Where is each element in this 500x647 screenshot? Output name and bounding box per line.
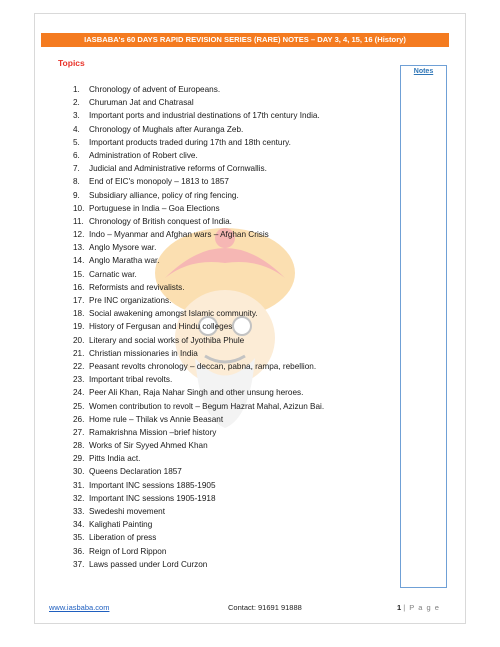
list-item: 28. Works of Sir Syyed Ahmed Khan bbox=[73, 441, 208, 451]
list-item: 23. Important tribal revolts. bbox=[73, 375, 173, 385]
list-item: 6. Administration of Robert clive. bbox=[73, 150, 198, 160]
contact-text: Contact: 91691 91888 bbox=[228, 603, 302, 612]
list-item: 35. Liberation of press bbox=[73, 533, 157, 543]
notes-label: Notes bbox=[413, 68, 434, 75]
list-item: 34. Kalighati Painting bbox=[73, 520, 153, 530]
list-item: 27. Ramakrishna Mission –brief history bbox=[73, 427, 217, 437]
notes-box bbox=[400, 65, 447, 588]
list-item: 33. Swedeshi movement bbox=[73, 507, 165, 516]
list-item: 36. Reign of Lord Rippon bbox=[73, 546, 167, 556]
list-item: 30. Queens Declaration 1857 bbox=[73, 467, 182, 477]
list-item: 2. Churuman Jat and Chatrasal bbox=[73, 98, 194, 108]
list-item: 16. Reformists and revivalists. bbox=[73, 282, 185, 292]
list-item: 26. Home rule – Thilak vs Annie Beasant bbox=[73, 414, 224, 424]
list-item: 13. Anglo Mysore war. bbox=[73, 243, 157, 253]
list-item: 29. Pitts India act. bbox=[73, 454, 141, 464]
list-item: 8. End of EIC's monopoly – 1813 to 1857 bbox=[73, 177, 229, 187]
list-item: 11. Chronology of British conquest of India. bbox=[73, 216, 232, 226]
list-item: 18. Social awakening amongst Islamic community. bbox=[73, 309, 258, 319]
list-item: 20. Literary and social works of Jyothiba Phule bbox=[73, 335, 245, 345]
list-item: 37. Laws passed under Lord Curzon bbox=[73, 559, 208, 569]
list-item: 4. Chronology of Mughals after Auranga Zeb. bbox=[73, 124, 244, 134]
list-item: 17. Pre INC organizations. bbox=[73, 296, 172, 305]
list-item: 1. Chronology of advent of Europeans. bbox=[73, 85, 221, 94]
website-link[interactable]: www.iasbaba.com bbox=[49, 603, 110, 612]
page-word: | P a g e bbox=[403, 603, 440, 612]
topic-list bbox=[73, 83, 393, 571]
list-item: 31. Important INC sessions 1885-1905 bbox=[73, 480, 216, 490]
page-number-value: 1 bbox=[397, 603, 402, 612]
list-item: 15. Carnatic war. bbox=[73, 269, 137, 279]
list-item: 32. Important INC sessions 1905-1918 bbox=[73, 493, 216, 503]
list-item: 22. Peasant revolts chronology – deccan, pabna, rampa, rebellion. bbox=[73, 361, 317, 371]
list-item: 24. Peer Ali Khan, Raja Nahar Singh and other unsung heroes. bbox=[73, 388, 304, 398]
topics-heading: Topics bbox=[58, 58, 85, 68]
list-item: 12. Indo – Myanmar and Afghan wars – Afghan Crisis bbox=[73, 230, 269, 240]
page-number bbox=[397, 603, 440, 612]
list-item: 25. Women contribution to revolt – Begum Hazrat Mahal, Azizun Bai. bbox=[73, 401, 325, 411]
list-item: 7. Judicial and Administrative reforms of Cornwallis. bbox=[73, 164, 267, 174]
header-banner: IASBABA's 60 DAYS RAPID REVISION SERIES (RARE) NOTES – DAY 3, 4, 15, 16 (History) bbox=[41, 33, 449, 47]
list-item: 21. Christian missionaries in India bbox=[73, 348, 198, 358]
list-item: 9. Subsidiary alliance, policy of ring fencing. bbox=[73, 190, 239, 200]
list-item: 14. Anglo Maratha war. bbox=[73, 256, 160, 266]
list-item: 10. Portuguese in India – Goa Elections bbox=[73, 203, 220, 213]
list-item: 3. Important ports and industrial destinations of 17th century India. bbox=[73, 111, 320, 121]
list-item: 19. History of Fergusan and Hindu colleges bbox=[73, 322, 233, 332]
list-item: 5. Important products traded during 17th and 18th century. bbox=[73, 137, 291, 147]
